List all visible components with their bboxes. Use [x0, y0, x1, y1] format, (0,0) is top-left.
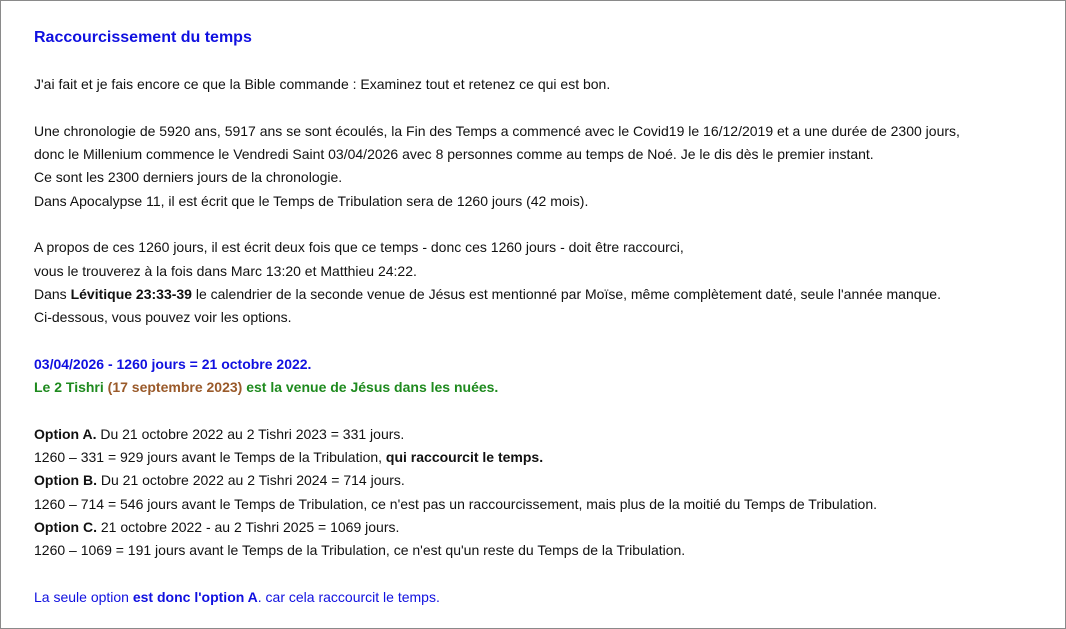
spacer — [34, 399, 1044, 422]
summary-green-post: est la venue de Jésus dans les nuées. — [242, 379, 499, 396]
para1-line4: Dans Apocalypse 11, il est écrit que le Temps de Tribulation sera de 1260 jours (42 mois). — [34, 192, 589, 209]
option-c-calc: 1260 – 1069 = 191 jours avant le Temps de la Tribulation, ce n'est qu'un reste du Temps de la Tribulation. — [34, 542, 686, 559]
page-title: Raccourcissement du temps — [34, 29, 252, 46]
summary-date-calc: 03/04/2026 - 1260 jours = 21 octobre 2022. — [34, 355, 312, 372]
conclusion-pre: La seule option — [34, 588, 133, 605]
spacer — [34, 97, 1044, 120]
option-b-calc: 1260 – 714 = 546 jours avant le Temps de Tribulation, ce n'est pas un raccourcissement, mais plus de la moitié du Temps de Tribulation. — [34, 495, 878, 512]
para2-line3-post: le calendrier de la seconde venue de Jésus est mentionné par Moïse, même complètement daté, seule l'année manque. — [191, 285, 941, 302]
option-a-calc-bold: qui raccourcit le temps. — [385, 449, 544, 466]
summary-blue-line — [34, 353, 1044, 376]
intro-text: J'ai fait et je fais encore ce que la Bible commande : Examinez tout et retenez ce qui est bon. — [34, 76, 611, 93]
spacer — [34, 50, 1044, 73]
para2-line3-pre: Dans — [34, 285, 71, 302]
option-b — [34, 469, 1044, 492]
para2-line3 — [34, 283, 1044, 306]
option-b-text: Du 21 octobre 2022 au 2 Tishri 2024 = 714 jours. — [97, 472, 405, 489]
scripture-reference: Lévitique 23:33-39 — [70, 285, 192, 302]
spacer — [34, 213, 1044, 236]
document-body — [34, 26, 1044, 609]
summary-green-pre: Le 2 Tishri — [34, 379, 108, 396]
spacer — [34, 563, 1044, 586]
summary-green-line — [34, 376, 1044, 399]
option-c-label: Option C. — [34, 518, 97, 535]
option-a-text: Du 21 octobre 2022 au 2 Tishri 2023 = 331 jours. — [96, 425, 405, 442]
spacer — [34, 330, 1044, 353]
conclusion-bold: est donc l'option A — [132, 588, 258, 605]
option-b-label: Option B. — [34, 472, 97, 489]
conclusion-post: . car cela raccourcit le temps. — [257, 588, 440, 605]
option-c-text: 21 octobre 2022 - au 2 Tishri 2025 = 1069 jours. — [97, 518, 400, 535]
para1-line3: Ce sont les 2300 derniers jours de la chronologie. — [34, 169, 343, 186]
para1-line2: donc le Millenium commence le Vendredi Saint 03/04/2026 avec 8 personnes comme au temps de Noé. Je le dis dès le premier instant. — [34, 146, 874, 163]
option-a-calc-text: 1260 – 331 = 929 jours avant le Temps de la Tribulation, — [34, 449, 386, 466]
option-a-calc — [34, 446, 1044, 469]
option-a — [34, 423, 1044, 446]
summary-date-brown: (17 septembre 2023) — [107, 379, 243, 396]
para2-line2: vous le trouverez à la fois dans Marc 13:20 et Matthieu 24:22. — [34, 262, 417, 279]
conclusion — [34, 586, 1044, 609]
para2-line4: Ci-dessous, vous pouvez voir les options. — [34, 309, 292, 326]
para2-line1: A propos de ces 1260 jours, il est écrit deux fois que ce temps - donc ces 1260 jours - doit être raccourci, — [34, 239, 684, 256]
para1-line1: Une chronologie de 5920 ans, 5917 ans se sont écoulés, la Fin des Temps a commencé avec le Covid19 le 16/12/2019 et a une durée de 2300 jours, — [34, 122, 960, 139]
option-a-label: Option A. — [34, 425, 97, 442]
option-c — [34, 516, 1044, 539]
